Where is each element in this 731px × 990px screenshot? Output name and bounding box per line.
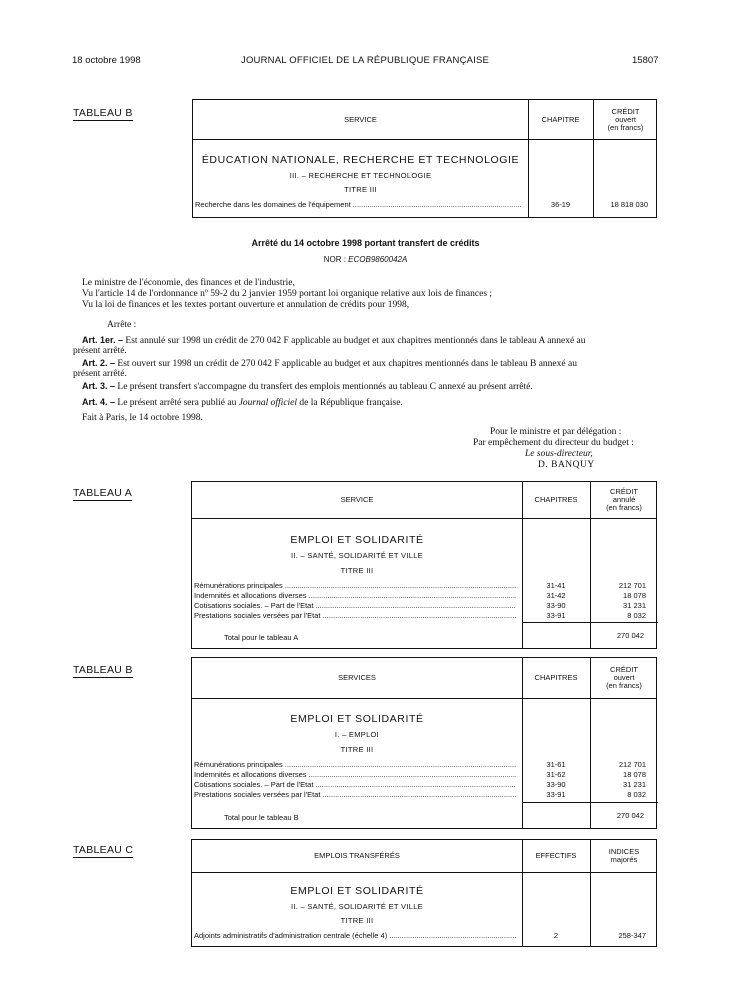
col-chapitre-header: CHAPITRE xyxy=(541,114,580,124)
article-4-text-end: de la République française. xyxy=(299,398,403,408)
article-1-num: Art. 1er. – xyxy=(82,335,124,345)
article-4-journal: Journal officiel xyxy=(238,398,298,408)
table-a-label: TABLEAU A xyxy=(73,487,133,499)
col-credit-line3: (en francs) xyxy=(606,681,642,690)
signature-line-2: Par empêchement du directeur du budget : xyxy=(473,438,634,448)
col-credit-line3: (en francs) xyxy=(606,503,642,512)
col-credit-line2: ouvert xyxy=(615,114,636,124)
row-chapitre: 31-42 xyxy=(546,591,566,600)
article-2-text-cont: présent arrêté. xyxy=(73,369,127,379)
row-label: Cotisations sociales. – Part de l'Etat ..... xyxy=(194,780,516,789)
col-credit-line3: (en francs) xyxy=(607,122,644,132)
row-chapitre: 31-62 xyxy=(546,770,566,779)
table-row xyxy=(194,581,658,590)
article-1-text-cont: présent arrêté. xyxy=(73,346,127,356)
table-a-header xyxy=(192,482,656,519)
col-credit-header xyxy=(590,658,658,698)
nor-label: NOR : xyxy=(323,255,346,264)
total-label: Total pour le tableau B xyxy=(224,813,299,822)
row-chapitre: 36-19 xyxy=(550,200,571,209)
row-label: Recherche dans les domaines de l'équipement ..... xyxy=(195,200,521,209)
total-value: 270 042 xyxy=(616,631,644,640)
article-4 xyxy=(82,397,403,409)
row-chapitre: 33-91 xyxy=(546,790,566,799)
table-b-header xyxy=(192,658,656,699)
row-chapitre: 33-90 xyxy=(546,601,566,610)
top-table xyxy=(192,99,657,218)
arrete-label: Arrête : xyxy=(107,320,137,330)
row-chapitre: 33-91 xyxy=(546,611,566,620)
col-credit-header xyxy=(590,482,658,518)
row-chapitre: 31-61 xyxy=(546,760,566,769)
col-credit-line2: annulé xyxy=(612,495,636,504)
section-title: I. – EMPLOI xyxy=(334,730,380,739)
col-services-header: SERVICES xyxy=(338,673,376,682)
row-value: 8 032 xyxy=(627,790,646,799)
row-label: Rémunérations principales ..... xyxy=(194,581,516,590)
row-chapitre: 33-90 xyxy=(546,780,566,789)
titre-label: TITRE III xyxy=(340,745,374,754)
table-c xyxy=(191,839,657,947)
row-value: 18 078 xyxy=(623,770,646,779)
col-credit-line1: CRÉDIT xyxy=(610,665,638,674)
nor-code: ECOB9860042A xyxy=(348,255,408,264)
col-chapitres-header: CHAPITRES xyxy=(534,673,578,682)
section-title: II. – SANTÉ, SOLIDARITÉ ET VILLE xyxy=(290,902,423,911)
table-row xyxy=(195,200,658,209)
total-label: Total pour le tableau A xyxy=(224,633,299,642)
intro-line-3: Vu la loi de finances et les textes portant ouverture et annulation de crédits pour 1998, xyxy=(82,300,410,310)
article-1 xyxy=(82,335,660,347)
table-a xyxy=(191,481,657,649)
col-service-header: SERVICE xyxy=(340,495,374,504)
row-label: Prestations sociales versées par l'Etat ..... xyxy=(194,790,516,799)
top-table-label: TABLEAU B xyxy=(73,107,133,119)
header-page-number: 15807 xyxy=(632,55,659,66)
row-label: Indemnités et allocations diverses ..... xyxy=(194,770,516,779)
col-service-header: SERVICE xyxy=(344,114,377,124)
table-row xyxy=(194,760,658,769)
row-value: 31 231 xyxy=(623,780,646,789)
intro-line-1: Le ministre de l'économie, des finances et de l'industrie, xyxy=(82,278,295,288)
col-emplois-header: EMPLOIS TRANSFÉRÉS xyxy=(314,851,400,860)
section-title: III. – RECHERCHE ET TECHNOLOGIE xyxy=(289,171,432,180)
article-4-num: Art. 4. – xyxy=(82,397,116,407)
table-row xyxy=(194,591,658,600)
ministry-title: ÉDUCATION NATIONALE, RECHERCHE ET TECHNOLOGIE xyxy=(201,154,520,166)
article-2 xyxy=(82,358,660,370)
titre-label: TITRE III xyxy=(340,916,374,925)
decree-title: Arrêté du 14 octobre 1998 portant transfert de crédits xyxy=(251,238,480,248)
signature-name: D. BANQUY xyxy=(538,460,595,470)
col-indices-header xyxy=(590,840,658,872)
place-date: Fait à Paris, le 14 octobre 1998. xyxy=(82,413,203,423)
table-row xyxy=(194,611,658,620)
article-3-num: Art. 3. – xyxy=(82,381,116,391)
article-3-text: Le présent transfert s'accompagne du transfert des emplois mentionnés au tableau C annexé au présent arrêté. xyxy=(117,382,533,392)
table-row xyxy=(194,780,658,789)
row-value: 18 078 xyxy=(623,591,646,600)
col-effectifs-header: EFFECTIFS xyxy=(535,851,577,860)
header-date: 18 octobre 1998 xyxy=(72,55,141,66)
row-value: 8 032 xyxy=(627,611,646,620)
ministry-title: EMPLOI ET SOLIDARITÉ xyxy=(290,885,424,897)
decree-nor xyxy=(0,255,731,264)
table-c-header xyxy=(192,840,656,873)
table-row xyxy=(194,601,658,610)
table-b xyxy=(191,657,657,829)
top-table-header xyxy=(193,100,656,140)
titre-label: TITRE III xyxy=(344,185,377,194)
table-row xyxy=(194,770,658,779)
article-3 xyxy=(82,381,533,393)
row-label: Adjoints administratifs d'administration centrale (échelle 4) ..... xyxy=(194,931,516,940)
section-title: II. – SANTÉ, SOLIDARITÉ ET VILLE xyxy=(290,551,423,560)
article-2-text: Est ouvert sur 1998 un crédit de 270 042 F applicable au budget et aux chapitres mentionnés dans le tableau B annexé au xyxy=(117,359,577,369)
row-label: Cotisations sociales. – Part de l'Etat ..... xyxy=(194,601,516,610)
col-chapitres-header: CHAPITRES xyxy=(534,495,578,504)
col-credit-line1: CRÉDIT xyxy=(610,487,638,496)
signature-line-3: Le sous-directeur, xyxy=(525,449,593,459)
col-credit-header xyxy=(593,100,658,139)
table-b-label: TABLEAU B xyxy=(73,664,133,676)
article-2-num: Art. 2. – xyxy=(82,358,116,368)
col-credit-line1: CRÉDIT xyxy=(611,106,640,116)
col-indices-line1: INDICES xyxy=(608,847,640,856)
article-1-text: Est annulé sur 1998 un crédit de 270 042 F applicable au budget et aux chapitres mentionnés dans le tableau A annexé au xyxy=(125,336,586,346)
titre-label: TITRE III xyxy=(340,566,374,575)
row-chapitre: 31-41 xyxy=(546,581,566,590)
ministry-title: EMPLOI ET SOLIDARITÉ xyxy=(290,534,424,546)
total-value: 270 042 xyxy=(616,811,644,820)
row-value: 31 231 xyxy=(623,601,646,610)
col-credit-line2: ouvert xyxy=(613,673,635,682)
header-journal-title: JOURNAL OFFICIEL DE LA RÉPUBLIQUE FRANÇAISE xyxy=(241,55,490,66)
row-label: Rémunérations principales ..... xyxy=(194,760,516,769)
row-effectifs: 2 xyxy=(553,931,559,940)
intro-line-2: Vu l'article 14 de l'ordonnance nº 59-2 du 2 janvier 1959 portant loi organique relative aux lois de finances ; xyxy=(82,289,493,299)
table-row xyxy=(194,931,658,940)
row-label: Indemnités et allocations diverses ..... xyxy=(194,591,516,600)
table-c-label: TABLEAU C xyxy=(73,844,134,856)
row-value: 212 701 xyxy=(618,760,646,769)
col-indices-line2: majorés xyxy=(610,855,638,864)
signature-line-1: Pour le ministre et par délégation : xyxy=(490,427,622,437)
article-4-text: Le présent arrêté sera publié au xyxy=(117,398,237,408)
row-indices: 258-347 xyxy=(618,931,646,940)
row-value: 18 818 030 xyxy=(610,200,648,209)
table-row xyxy=(194,790,658,799)
ministry-title: EMPLOI ET SOLIDARITÉ xyxy=(290,713,424,725)
row-label: Prestations sociales versées par l'Etat ..... xyxy=(194,611,516,620)
row-value: 212 701 xyxy=(618,581,646,590)
